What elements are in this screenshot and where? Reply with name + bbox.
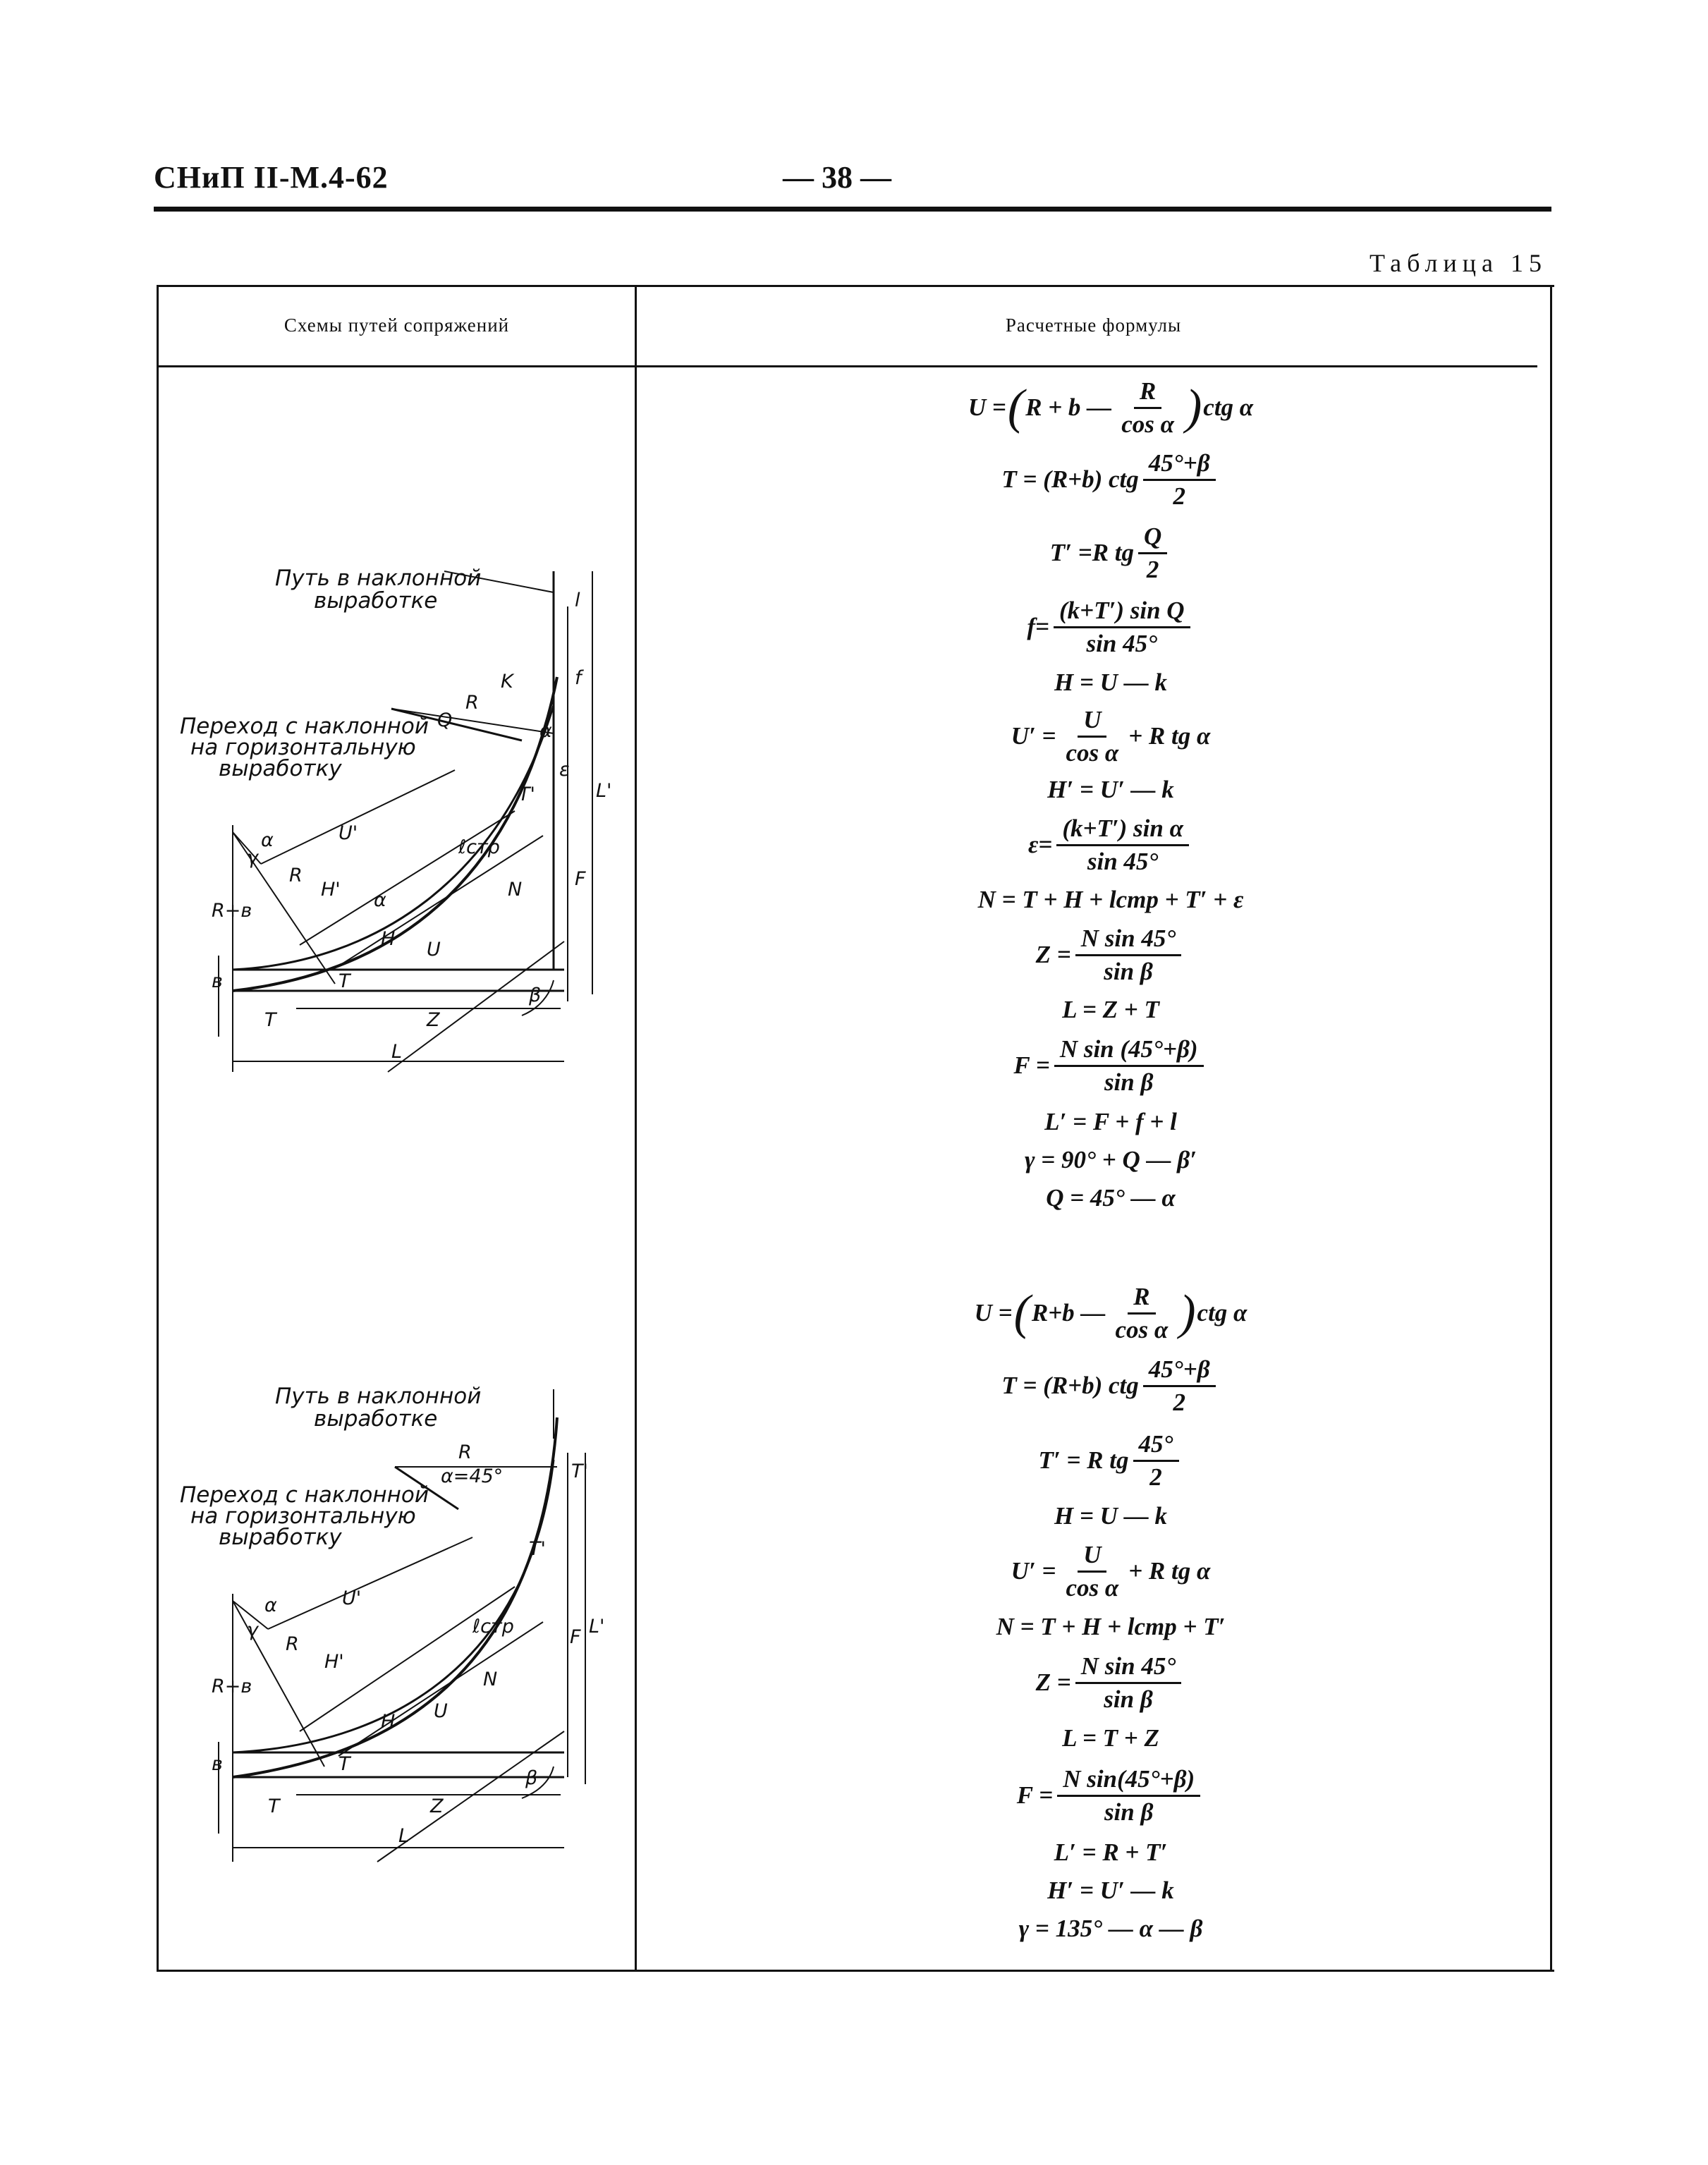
label-N: N (508, 879, 523, 901)
label-beta: β (529, 984, 542, 1006)
table-top-border (157, 285, 1554, 287)
formula-N: N = T + H + lстр + T′ + ε (977, 886, 1244, 913)
header-rule (154, 207, 1551, 212)
label-H: H (381, 928, 396, 950)
formula-U-prime: U′ = $\frac{U}{\text{cos α}}$ + R tg α (1011, 1540, 1211, 1602)
label-T: T (264, 1009, 276, 1031)
label-L: L (398, 1825, 410, 1847)
table-column-divider (635, 285, 637, 1972)
junction-diagram-1 (162, 550, 628, 1086)
label-alpha-top: α (539, 720, 552, 742)
label-U-prime: U' (338, 822, 358, 844)
table-header-divider (157, 365, 1537, 367)
label-U: U (427, 939, 441, 960)
label-L-prime: L' (589, 1616, 605, 1638)
table-left-border (157, 285, 159, 1972)
label-K: K (501, 671, 513, 693)
formula-T: T = (R+b) ctg $\frac{45^\circ+\beta}{2}$ (829, 1348, 1393, 1423)
caption-transition-1: Переход с наклонной (180, 714, 429, 739)
label-gamma: γ (247, 847, 258, 869)
formula-gamma: γ = 90° + Q — β′ (1025, 1146, 1197, 1173)
formula-N: N = T + H + lстр + T′ (996, 1613, 1226, 1640)
caption-transition-3: выработку (219, 756, 342, 781)
formula-Q: Q = 45° — α (1046, 1184, 1176, 1212)
formula-H: H = U — k (1054, 669, 1167, 696)
label-N: N (483, 1669, 498, 1690)
formula-epsilon: ε= $\frac{\text{(k+T′) sin α}}{\sin 45^\circ}$ (829, 808, 1393, 882)
label-H: H (381, 1711, 396, 1733)
caption-transition-3: выработку (219, 1525, 342, 1550)
label-alpha: α (264, 1594, 277, 1616)
formula-group-2 (829, 1278, 1393, 1948)
junction-diagram-2 (162, 1375, 628, 1897)
formula-H-prime: H′ = U′ — k (1047, 776, 1174, 803)
formula-U-prime: U′ = $\frac{U}{\text{cos α}}$ + R tg α (1011, 705, 1211, 767)
caption-incline-path-1: Путь в наклонной (275, 566, 482, 591)
label-R-plus-b: R+в (212, 900, 252, 922)
label-l: l (575, 590, 580, 611)
label-R-top: R (465, 692, 479, 714)
label-R: R (289, 865, 303, 886)
formula-U: U = ( R + b — $\frac{R}{\text{cos α}}$ ) ctg α (968, 377, 1254, 438)
label-alpha-mid: α (374, 889, 386, 911)
label-alpha-45: α=45° (441, 1465, 504, 1487)
formula-L-prime: L′ = F + f + l (1044, 1108, 1177, 1135)
formula-F: F = $\frac{\text{N sin(45°+β)}}{\text{sin β}}$ (829, 1757, 1393, 1834)
label-T-diagonal: T (338, 1753, 350, 1775)
label-U-prime: U' (342, 1587, 362, 1609)
label-l-str: ℓстр (472, 1616, 514, 1638)
label-gamma: γ (247, 1619, 258, 1641)
label-T-prime-vertical: T' (571, 1460, 588, 1482)
column-header-schemes: Схемы путей сопряжений (283, 315, 510, 336)
formula-gamma: γ = 135° — α — β (1018, 1915, 1203, 1942)
table-bottom-border (157, 1970, 1554, 1972)
label-R-top: R (458, 1441, 472, 1463)
document-code: СНиП II-М.4-62 (154, 160, 389, 195)
label-T-diagonal: T (338, 970, 350, 992)
label-L-prime: L' (596, 780, 612, 802)
caption-transition-2: на горизонтальную (190, 1504, 416, 1529)
formula-F: F = $\frac{\text{N sin (45°+β)}}{\text{sin β}}$ (829, 1028, 1393, 1103)
page-number: — 38 — (783, 160, 891, 195)
formula-L-prime: L′ = R + T′ (1054, 1838, 1168, 1866)
label-F: F (570, 1626, 581, 1648)
label-H-prime: H' (321, 879, 341, 901)
label-f: f (575, 667, 582, 689)
label-R: R (286, 1633, 299, 1655)
label-Z: Z (430, 1795, 444, 1817)
label-Z: Z (427, 1009, 440, 1031)
label-F: F (575, 868, 586, 890)
formula-H: H = U — k (1054, 1502, 1167, 1530)
label-T-prime: T' (518, 783, 535, 805)
caption-incline-path-2: выработке (314, 1406, 438, 1432)
formula-L: L = T + Z (1062, 1724, 1159, 1752)
caption-transition-1: Переход с наклонной (180, 1482, 429, 1508)
label-R-plus-b: R+в (212, 1676, 252, 1697)
label-b: в (212, 1753, 223, 1775)
formula-Z: Z = $\frac{\text{N sin 45°}}{\text{sin β}}$ (829, 918, 1393, 992)
label-b: в (212, 970, 223, 992)
label-beta: β (525, 1767, 538, 1789)
formula-L: L = Z + T (1062, 996, 1159, 1023)
table-number: Таблица 15 (1370, 249, 1547, 277)
column-header-formulas: Расчетные формулы (1005, 315, 1182, 336)
label-U: U (434, 1700, 448, 1722)
caption-incline-path-1: Путь в наклонной (275, 1384, 482, 1409)
caption-incline-path-2: выработке (314, 588, 438, 614)
formula-T: T = (R+b) ctg $\frac{45^\circ+\beta}{2}$ (829, 443, 1393, 516)
label-Q: Q (437, 709, 453, 731)
formula-group-1 (829, 372, 1393, 1217)
formula-T-prime: T′ =R tg $\frac{Q}{2}$ (829, 516, 1393, 590)
table-right-border (1550, 285, 1552, 1972)
label-l-str: ℓстр (458, 836, 500, 858)
formula-f: f= $\frac{\text{(k+T′) sin Q}}{\sin 45^\circ}$ (829, 590, 1393, 664)
formula-U: U = ( R+b — $\frac{R}{\text{cos α}}$ ) ctg α (974, 1282, 1248, 1343)
formula-T-prime: T′ = R tg $\frac{45^\circ}{2}$ (829, 1423, 1393, 1498)
label-T: T (268, 1795, 280, 1817)
label-H-prime: H' (324, 1651, 344, 1673)
caption-transition-2: на горизонтальную (190, 735, 416, 760)
label-epsilon: ε (559, 759, 570, 781)
label-T-prime: T' (529, 1538, 546, 1560)
label-L: L (391, 1041, 403, 1063)
label-alpha-left: α (261, 829, 274, 851)
formula-Z: Z = $\frac{\text{N sin 45°}}{\text{sin β}}$ (829, 1646, 1393, 1719)
formula-H-prime: H′ = U′ — k (1047, 1877, 1174, 1904)
